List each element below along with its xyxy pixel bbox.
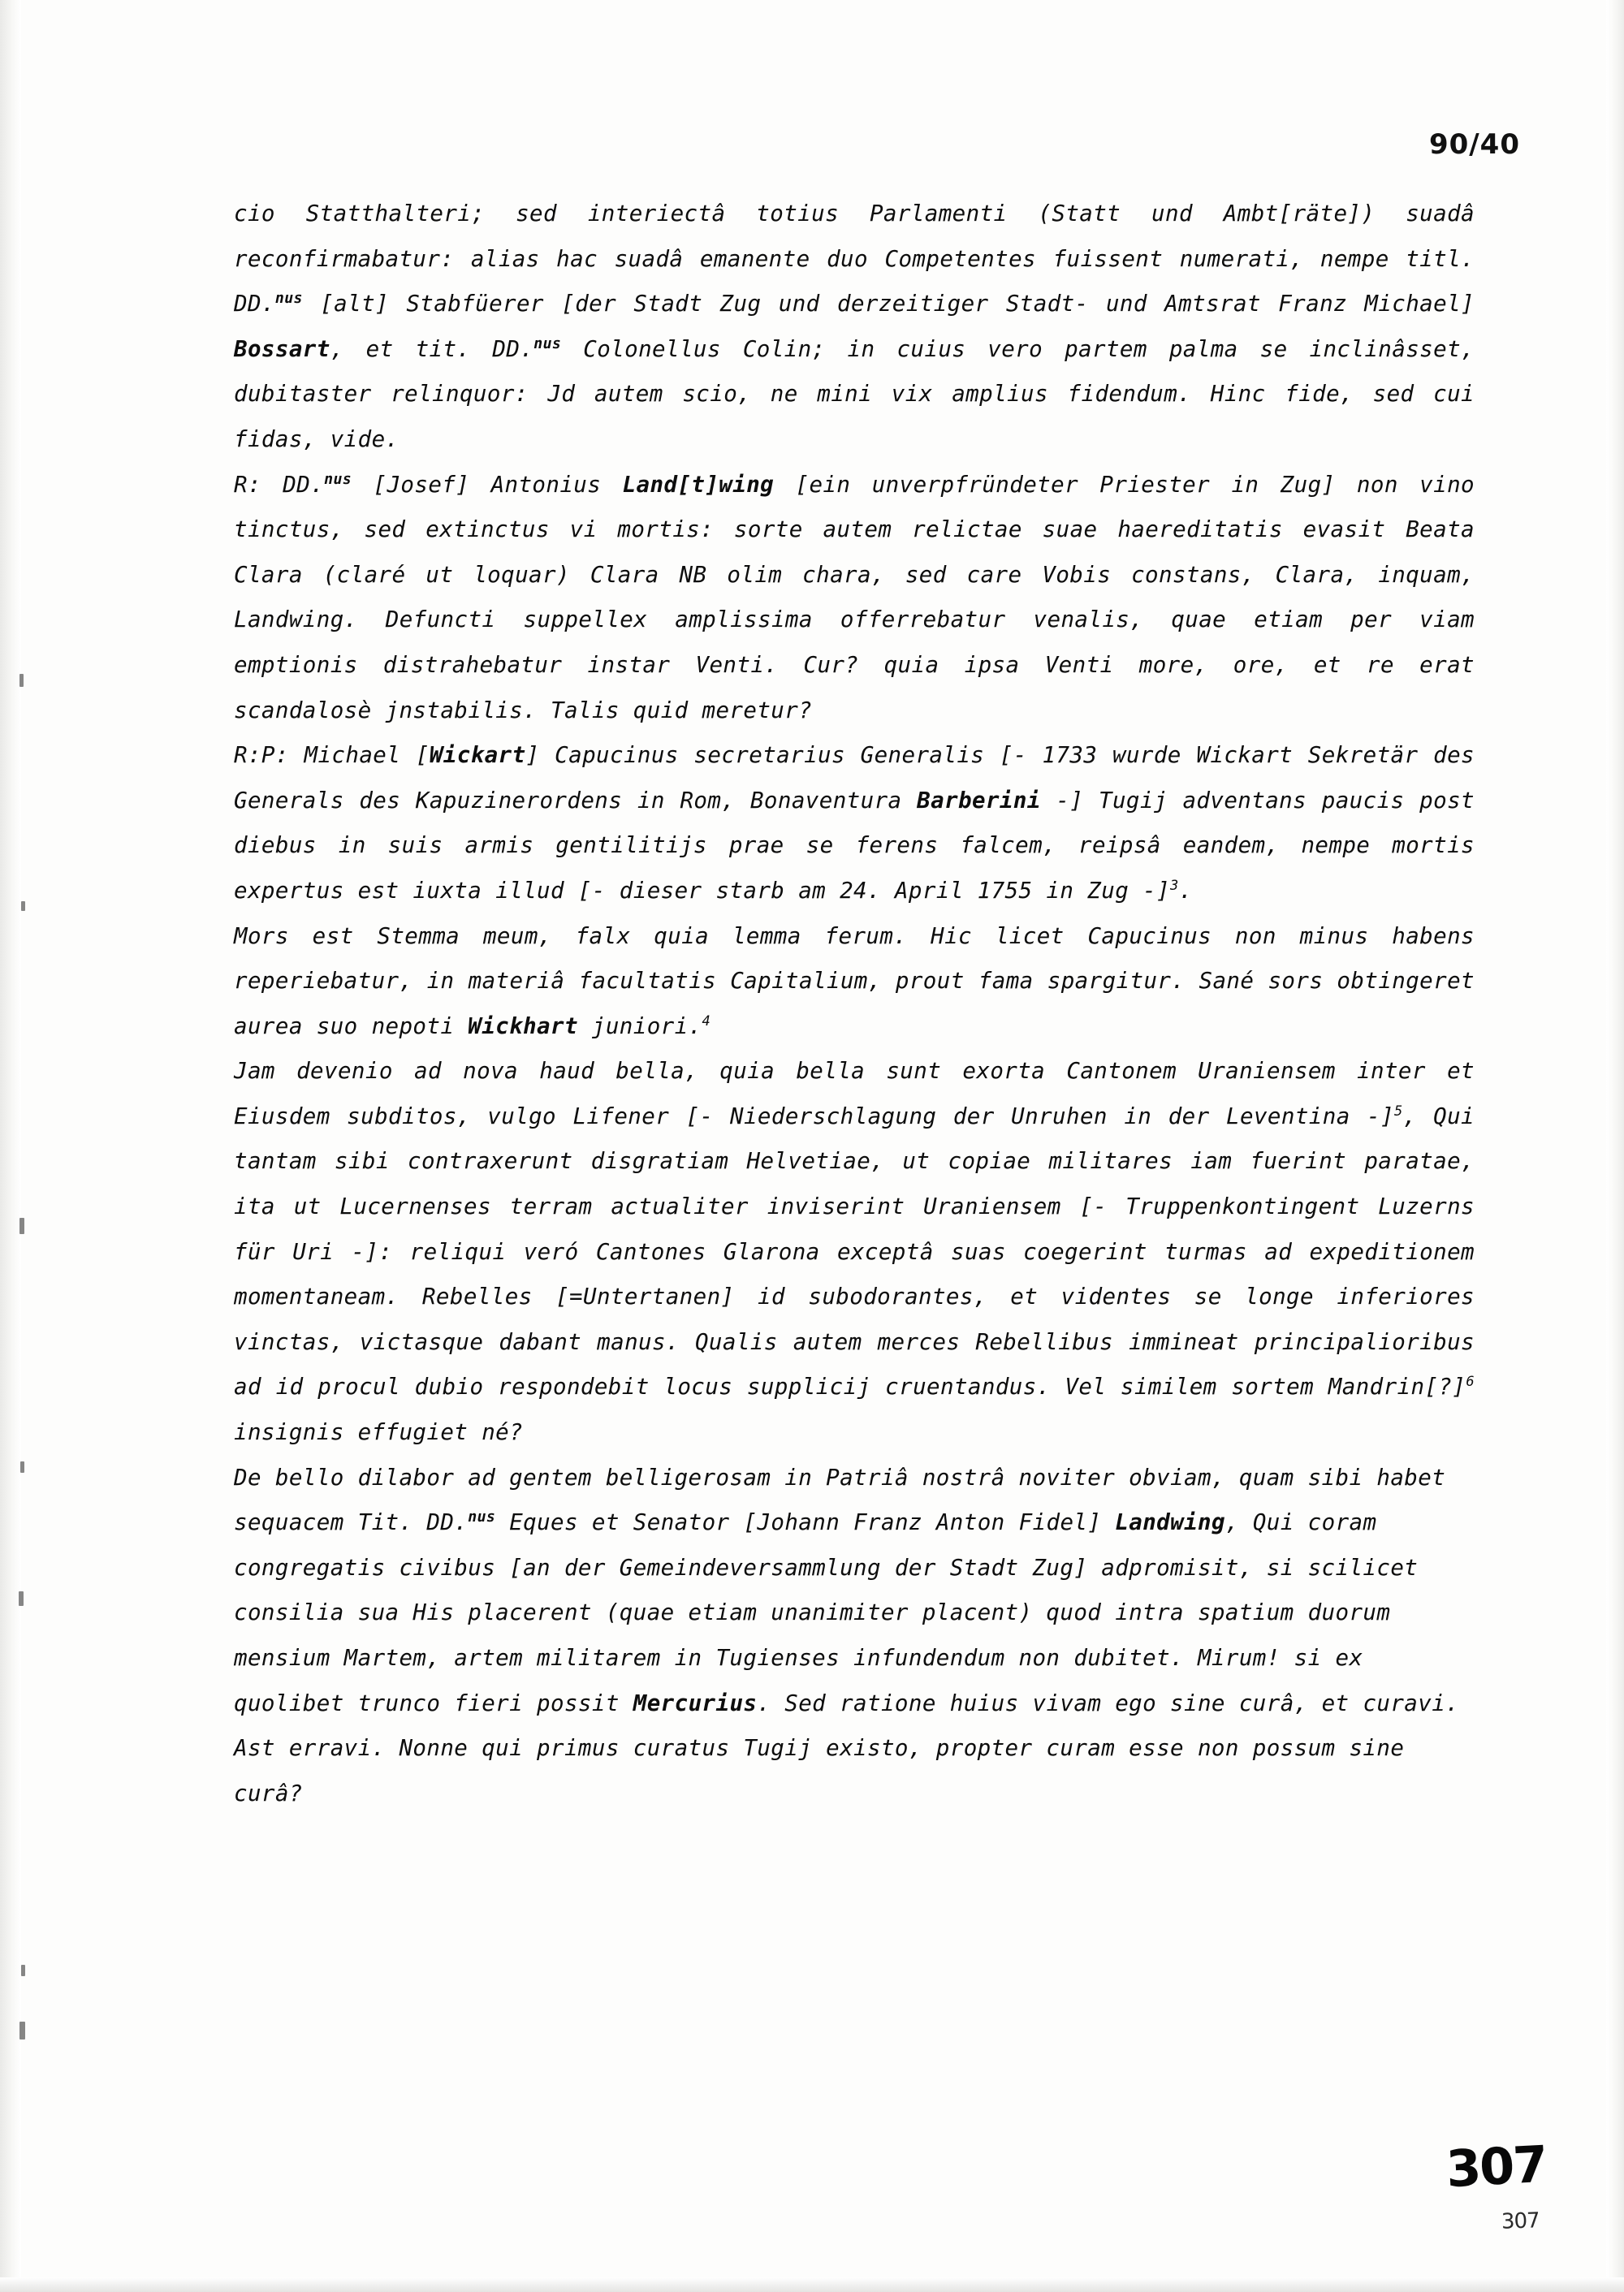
paragraph bbox=[234, 192, 1475, 463]
page-bottom-edge-shadow bbox=[0, 2277, 1624, 2292]
document-body bbox=[234, 192, 1475, 1816]
paragraph bbox=[234, 914, 1475, 1050]
footnote-marker: 4 bbox=[702, 1012, 711, 1029]
text-run: , Qui coram congregatis civibus [an der Gemeindeversammlung der Stadt Zug] adpromisit, si scilicet consilia sua His placerent (quae etiam unanimiter placent) quod intra spatium duorum mensium Martem, artem militarem in Tugienses infundendum non dubitet. Mirum! si ex quolibet trunco fieri possit bbox=[234, 1509, 1419, 1716]
text-run: [ein unverpfründeter Priester in Zug] non vino tinctus, sed extinctus vi mortis: sorte autem relictae suae haereditatis evasit Beata Clara (claré ut loquar) Clara NB olim chara, sed care Vobis constans, Clara, inquam, Landwing. Defuncti suppellex amplissima offerrebatur venalis, quae etiam per viam emptionis distrahebatur instar Venti. Cur? quia ipsa Venti more, ore, et re erat scandalosè jnstabilis. Talis quid meretur? bbox=[234, 471, 1475, 723]
paragraph bbox=[234, 1049, 1475, 1455]
footnote-marker: 6 bbox=[1466, 1374, 1475, 1391]
text-run: . bbox=[1178, 877, 1193, 904]
folio-number: 90/40 bbox=[1428, 128, 1520, 161]
emphasized-name: Wickhart bbox=[468, 1012, 578, 1039]
text-run: [Josef] Antonius bbox=[352, 471, 623, 498]
archive-stamp-subnumber: 307 bbox=[1501, 2208, 1540, 2234]
text-run: Mors est Stemma meum, falx quia lemma ferum. Hic licet Capucinus non minus habens reperiebatur, in materiâ facultatis Capitalium, prout fama spargitur. Sané sors obtingeret aurea suo nepoti bbox=[234, 922, 1475, 1039]
page-right-edge-shadow bbox=[1606, 0, 1624, 2292]
text-run: insignis effugiet né? bbox=[234, 1419, 524, 1446]
abbreviation-superscript: nus bbox=[468, 1509, 496, 1526]
emphasized-name: Mercurius bbox=[633, 1690, 758, 1716]
text-run: , Qui tantam sibi contraxerunt disgratiam Helvetiae, ut copiae militares iam fuerint paratae, ita ut Lucernenses terram actualiter inviserint Uraniensem [- Truppenkontingent Luzerns für Uri -]: reliqui veró Cantones Glarona exceptâ suas coegerint turmas ad expeditionem momentaneam. Rebelles [=Untertanen] id subodorantes, et videntes se longe inferiores vinctas, victasque dabant manus. Qualis autem merces Rebellibus immineat principalioribus ad id procul dubio respondebit locus supplicij cruentandus. Vel similem sortem Mandrin[?] bbox=[234, 1103, 1475, 1401]
archive-stamp-number: 307 bbox=[1444, 2134, 1548, 2199]
abbreviation-superscript: nus bbox=[533, 335, 562, 352]
scan-speck bbox=[20, 1461, 24, 1473]
footnote-marker: 5 bbox=[1394, 1103, 1403, 1120]
scan-speck bbox=[19, 1218, 24, 1234]
text-run: De bello dilabor ad gentem belligerosam in Patriâ nostrâ noviter obviam, quam sibi habet sequacem Tit. DD. bbox=[234, 1464, 1446, 1536]
text-run: -] Tugij adventans paucis post diebus in suis armis gentilitijs prae se ferens falcem, reipsâ eandem, nempe mortis expertus est iuxta illud [- dieser starb am 24. April 1755 in Zug -] bbox=[234, 787, 1475, 904]
text-run: Jam devenio ad nova haud bella, quia bella sunt exorta Cantonem Uraniensem inter et Eiusdem subditos, vulgo Lifener [- Niederschlagung der Unruhen in der Leventina -] bbox=[234, 1058, 1475, 1129]
text-run: cio Statthalteri; sed interiectâ totius Parlamenti (Statt und Ambt[räte]) suadâ reconfirmabatur: alias hac suadâ emanente duo Competentes fuissent numerati, nempe titl. DD. bbox=[234, 201, 1475, 317]
scan-speck bbox=[21, 1965, 25, 1976]
text-run: Eques et Senator [Johann Franz Anton Fidel] bbox=[495, 1509, 1116, 1536]
emphasized-name: Wickart bbox=[429, 742, 526, 769]
emphasized-name: Landwing bbox=[1115, 1509, 1225, 1536]
emphasized-name: Bossart bbox=[234, 335, 330, 362]
scan-speck bbox=[19, 1591, 24, 1606]
text-run: , et tit. DD. bbox=[330, 335, 534, 362]
abbreviation-superscript: nus bbox=[324, 470, 352, 488]
footnote-marker: 3 bbox=[1170, 877, 1179, 894]
emphasized-name: Land[t]wing bbox=[622, 471, 775, 498]
scan-speck bbox=[19, 674, 24, 687]
scan-speck bbox=[21, 901, 25, 911]
text-run: Colonellus Colin; in cuius vero partem palma se inclinâsset, dubitaster relinquor: Jd autem scio, ne mini vix amplius fidendum. Hinc fide, sed cui fidas, vide. bbox=[234, 335, 1475, 452]
paragraph bbox=[234, 733, 1475, 913]
paragraph bbox=[234, 1456, 1475, 1817]
emphasized-name: Barberini bbox=[917, 787, 1041, 814]
abbreviation-superscript: nus bbox=[274, 290, 303, 308]
scan-speck bbox=[19, 2022, 25, 2039]
page-left-edge-shadow bbox=[0, 0, 21, 2292]
text-run: R:P: Michael [ bbox=[234, 742, 430, 769]
text-run: ] Capucinus secretarius Generalis [- 1733 wurde Wickart Sekretär des Generals des Kapuzinerordens in Rom, Bonaventura bbox=[234, 742, 1475, 814]
text-run: juniori. bbox=[577, 1012, 702, 1039]
text-run: R: DD. bbox=[234, 471, 325, 498]
text-run: . Sed ratione huius vivam ego sine curâ, et curavi. Ast erravi. Nonne qui primus curatus Tugij existo, propter curam esse non possum sine curâ? bbox=[234, 1690, 1460, 1806]
text-run: [alt] Stabfüerer [der Stadt Zug und derzeitiger Stadt- und Amtsrat Franz Michael] bbox=[302, 291, 1475, 317]
paragraph bbox=[234, 463, 1475, 734]
